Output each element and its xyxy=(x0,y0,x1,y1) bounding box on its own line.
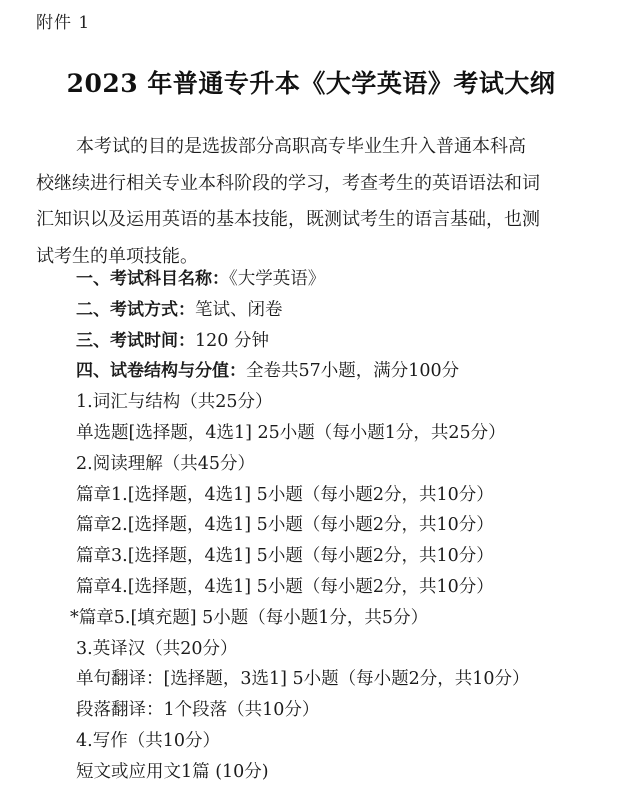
intro-line: 本考试的目的是选拔部分高职高专毕业生升入普通本科高 xyxy=(76,136,526,157)
section-label: 四、试卷结构与分值： xyxy=(76,361,246,382)
structure-item: 篇章4.[选择题，4选1] 5小题（每小题2分，共10分） xyxy=(76,576,494,597)
attachment-label: 附件 1 xyxy=(36,13,91,33)
section-value: 笔试、闭卷 xyxy=(195,299,283,320)
section-subject xyxy=(76,264,606,295)
section-duration xyxy=(76,326,606,357)
structure-item: 短文或应用文1篇 (10分) xyxy=(76,761,269,782)
structure-item: 单选题[选择题，4选1] 25小题（每小题1分，共25分） xyxy=(76,422,506,443)
intro-paragraph xyxy=(36,129,596,275)
section-method xyxy=(76,295,606,326)
structure-heading-writing: 4.写作（共10分） xyxy=(76,730,220,751)
structure-heading-reading: 2.阅读理解（共45分） xyxy=(76,453,255,474)
structure-item: 单句翻译：[选择题，3选1] 5小题（每小题2分，共10分） xyxy=(76,669,530,690)
section-value: 全卷共57小题，满分100分 xyxy=(246,361,460,382)
structure-heading-vocabulary: 1.词汇与结构（共25分） xyxy=(76,392,273,413)
section-label: 一、考试科目名称： xyxy=(76,269,229,289)
structure-item: 篇章1.[选择题，4选1] 5小题（每小题2分，共10分） xyxy=(76,484,494,505)
document-title: 2023 年普通专升本《大学英语》考试大纲 xyxy=(66,69,556,98)
section-label: 三、考试时间： xyxy=(76,330,195,351)
intro-line: 校继续进行相关专业本科阶段的学习，考查考生的英语语法和词 xyxy=(36,172,540,194)
section-value: 120 分钟 xyxy=(195,330,269,351)
section-structure xyxy=(76,356,606,387)
structure-item: *篇章5.[填充题] 5小题（每小题1分，共5分） xyxy=(70,607,429,628)
structure-item: 段落翻译：1个段落（共10分） xyxy=(76,700,320,721)
intro-line: 汇知识以及运用英语的基本技能，既测试考生的语言基础，也测 xyxy=(36,209,540,230)
structure-heading-translation: 3.英译汉（共20分） xyxy=(76,638,238,659)
intro-line: 试考生的单项技能。 xyxy=(36,245,198,267)
section-label: 二、考试方式： xyxy=(76,299,195,320)
section-value: 《大学英语》 xyxy=(229,269,326,289)
exam-outline xyxy=(70,264,606,788)
structure-item: 篇章3.[选择题，4选1] 5小题（每小题2分，共10分） xyxy=(76,546,494,567)
structure-item: 篇章2.[选择题，4选1] 5小题（每小题2分，共10分） xyxy=(76,515,494,536)
